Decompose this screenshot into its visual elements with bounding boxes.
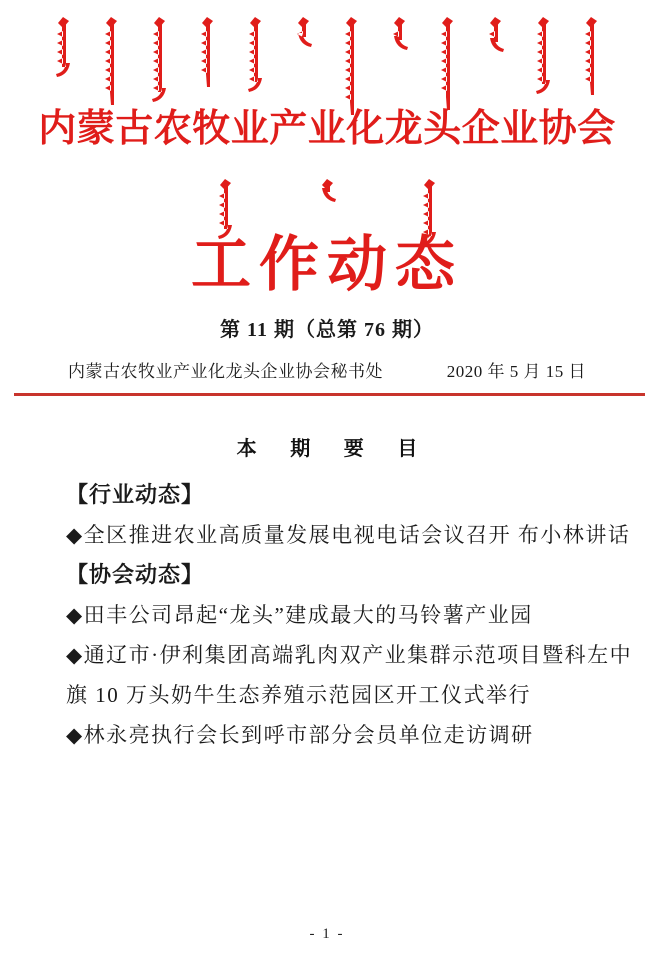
publish-date: 2020 年 5 月 15 日 [446, 361, 586, 381]
organization-title: 内蒙古农牧业产业化龙头企业协会 [38, 108, 616, 150]
mongolian-word-icon [533, 16, 553, 106]
mongolian-word-icon [197, 16, 217, 96]
document-title: 工作动态 [191, 231, 463, 298]
issue-info: 第 11 期（总第 76 期） [220, 318, 434, 341]
toc-title: 本 期 要 目 [236, 437, 432, 460]
divider-rule [14, 393, 645, 396]
mongolian-word-icon [389, 16, 409, 62]
mongolian-word-icon [149, 16, 169, 114]
mongolian-word-icon [317, 178, 337, 214]
mongolian-word-icon [581, 16, 601, 104]
publisher-row [0, 357, 654, 382]
toc-item: ◆通辽市·伊利集团高端乳肉双产业集群示范项目暨科左中 [66, 642, 633, 667]
mongolian-word-icon [101, 16, 121, 114]
mongolian-word-icon [293, 16, 313, 59]
toc-item: ◆田丰公司昂起“龙头”建成最大的马铃薯产业园 [66, 602, 533, 627]
toc-item: ◆全区推进农业高质量发展电视电话会议召开 布小林讲话 [66, 522, 631, 547]
mongolian-word-icon [245, 16, 265, 104]
toc-item-continuation: 旗 10 万头奶牛生态养殖示范园区开工仪式举行 [66, 682, 531, 707]
toc-section-industry: 【行业动态】 [66, 481, 205, 507]
page-number: - 1 - [309, 926, 345, 942]
toc-section-association: 【协会动态】 [66, 561, 205, 587]
toc-item: ◆林永亮执行会长到呼市部分会员单位走访调研 [66, 722, 534, 747]
publisher-name: 内蒙古农牧业产业化龙头企业协会秘书处 [68, 361, 383, 381]
mongolian-word-icon [437, 16, 457, 119]
mongolian-script-subtitle-row [0, 178, 654, 234]
mongolian-word-icon [485, 16, 505, 64]
toc-list [0, 475, 654, 755]
mongolian-word-icon [53, 16, 73, 89]
mongolian-script-top-row [0, 0, 654, 104]
